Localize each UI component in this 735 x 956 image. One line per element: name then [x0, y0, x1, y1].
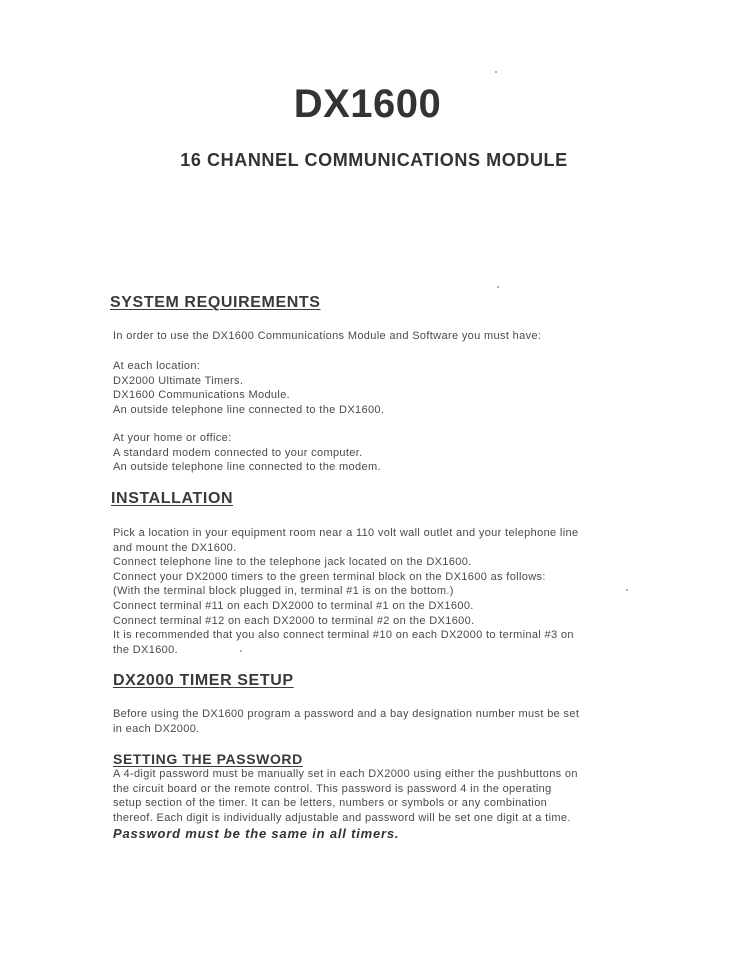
each-location-block	[113, 359, 645, 417]
each-location-line: An outside telephone line connected to the DX1600.	[113, 403, 385, 416]
installation-heading: INSTALLATION	[111, 490, 234, 507]
password-line: setup section of the timer. It can be letters, numbers or symbols or any combination	[113, 797, 548, 810]
each-location-line: DX1600 Communications Module.	[113, 389, 291, 402]
installation-line: Connect telephone line to the telephone jack located on the DX1600.	[113, 556, 472, 569]
document-subtitle: 16 CHANNEL COMMUNICATIONS MODULE	[180, 150, 568, 170]
home-office-line: At your home or office:	[113, 432, 232, 444]
password-heading: SETTING THE PASSWORD	[113, 751, 303, 767]
password-line: A 4-digit password must be manually set in each DX2000 using either the pushbuttons on	[113, 768, 578, 780]
installation-line: (With the terminal block plugged in, terminal #1 is on the bottom.)	[113, 585, 454, 598]
installation-line: Pick a location in your equipment room near a 110 volt wall outlet and your telephone line	[113, 527, 579, 539]
installation-line: Connect terminal #12 on each DX2000 to terminal #2 on the DX1600.	[113, 614, 475, 627]
scan-speck	[497, 286, 499, 288]
installation-line: the DX1600.	[113, 643, 179, 656]
scan-speck	[626, 589, 628, 591]
password-line: thereof. Each digit is individually adjustable and password will be set one digit at a time.	[113, 811, 571, 824]
each-location-line: At each location:	[113, 360, 201, 372]
installation-line: Connect terminal #11 on each DX2000 to terminal #1 on the DX1600.	[113, 599, 474, 612]
intro-line: In order to use the DX1600 Communications Module and Software you must have:	[113, 330, 542, 342]
password-block	[113, 767, 645, 825]
timer-setup-line: in each DX2000.	[113, 722, 200, 735]
installation-line: and mount the DX1600.	[113, 541, 237, 554]
home-office-line: A standard modem connected to your computer.	[113, 446, 363, 459]
scan-speck	[495, 71, 497, 73]
home-office-block	[113, 431, 645, 475]
timer-setup-block	[113, 707, 645, 736]
installation-block	[113, 526, 645, 657]
each-location-line: DX2000 Ultimate Timers.	[113, 374, 244, 387]
system-requirements-heading: SYSTEM REQUIREMENTS	[110, 294, 321, 311]
timer-setup-heading: DX2000 TIMER SETUP	[113, 672, 294, 689]
system-requirements-intro	[113, 329, 645, 344]
timer-setup-line: Before using the DX1600 program a password and a bay designation number must be set	[113, 708, 580, 720]
password-line: the circuit board or the remote control. This password is password 4 in the operating	[113, 782, 552, 795]
scan-speck	[240, 650, 242, 652]
installation-line: It is recommended that you also connect terminal #10 on each DX2000 to terminal #3 on	[113, 629, 574, 642]
password-emphasis: Password must be the same in all timers.	[113, 826, 400, 841]
installation-line: Connect your DX2000 timers to the green terminal block on the DX1600 as follows:	[113, 570, 546, 583]
home-office-line: An outside telephone line connected to the modem.	[113, 461, 381, 474]
document-title: DX1600	[293, 82, 442, 126]
